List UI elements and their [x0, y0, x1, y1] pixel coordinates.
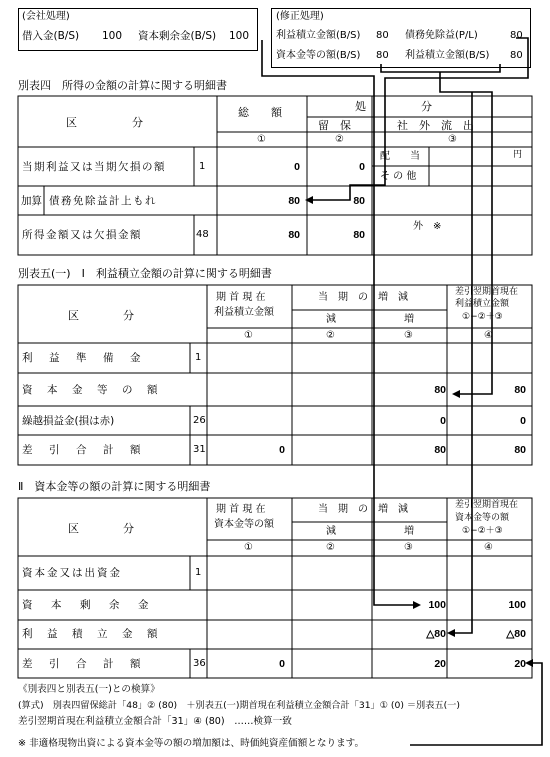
company-box-title: (会社処理)	[22, 11, 70, 22]
company-box-right-label: 資本剰余金(B/S)	[138, 30, 217, 42]
t51-col-gen: 減	[326, 314, 336, 325]
t51-row4-no: 31	[193, 444, 206, 455]
t51-row3-c3: 0	[440, 415, 446, 427]
t4-row1-total: 0	[294, 161, 300, 173]
t4-row2-ryuho: 80	[353, 195, 365, 207]
t52-col-zou: 増	[404, 526, 414, 537]
note-line2: (算式) 別表四留保総計「48」② (80) ＋別表五(一)期首現在利益積立金額合計「31」① (0) ＝別表五(一)	[18, 700, 460, 711]
correction-r1-right-label: 債務免除益(P/L)	[405, 30, 478, 41]
t52-row3-label: 利 益 積 立 金 額	[22, 628, 160, 640]
t4-row3-total: 80	[288, 229, 300, 241]
t52-row4-c4: 20	[514, 658, 526, 670]
t4-row3-no: 48	[196, 229, 209, 240]
t52-circ2: ②	[326, 542, 335, 553]
t4-sonota: そ の 他	[380, 171, 417, 182]
t51-circ1: ①	[244, 330, 253, 341]
table5-1-heading: 別表五(一) Ⅰ 利益積立金額の計算に関する明細書	[18, 267, 272, 280]
t51-row3-label: 繰越損益金(損は赤)	[22, 415, 115, 427]
t4-yen: 円	[513, 150, 523, 160]
t51-row4-c1: 0	[279, 444, 285, 456]
t51-row2-label: 資 本 金 等 の 額	[22, 384, 160, 396]
t52-row1-label: 資本金又は出資金	[22, 567, 122, 579]
t4-col-total: 総 額	[238, 106, 282, 119]
correction-r2-left-label: 資本金等の額(B/S)	[276, 50, 361, 61]
t52-col-zougen: 当 期 の 増 減	[318, 504, 408, 515]
t51-col-kishu-l2: 利益積立金額	[214, 307, 274, 318]
t4-col-ryuho: 留 保	[318, 119, 351, 132]
t52-col-sashihiki-l2: 資本金等の額	[455, 513, 510, 523]
table5-2-heading: Ⅱ 資本金等の額の計算に関する明細書	[18, 480, 211, 493]
t52-circ1: ①	[244, 542, 253, 553]
t51-row2-c4: 80	[514, 384, 526, 396]
correction-r2-right-value: 80	[510, 50, 523, 61]
t4-col-shagai: 社 外 流 出	[397, 119, 474, 132]
t52-col-gen: 減	[326, 526, 336, 537]
t52-row4-c3: 20	[434, 658, 446, 670]
t52-row2-label: 資 本 剰 余 金	[22, 599, 153, 611]
correction-r1-left-label: 利益積立金額(B/S)	[276, 30, 361, 41]
t51-col-kubun: 区 分	[68, 309, 134, 322]
t4-kasan: 加算	[21, 195, 42, 207]
t4-row2-total: 80	[288, 195, 300, 207]
t4-circ2: ②	[335, 134, 344, 145]
t51-circ2: ②	[326, 330, 335, 341]
t52-col-kishu-l2: 資本金等の額	[214, 519, 274, 530]
t4-row1-no: 1	[199, 161, 206, 172]
t51-col-zou: 増	[404, 314, 414, 325]
correction-r1-right-value: 80	[510, 30, 523, 41]
t4-row1-label: 当期利益又は当期欠損の額	[22, 161, 166, 173]
correction-r2-right-label: 利益積立金額(B/S)	[405, 50, 490, 61]
t4-row1-ryuho: 0	[359, 161, 365, 173]
t4-col-shobun: 処 分	[355, 100, 432, 113]
t51-row1-label: 利 益 準 備 金	[22, 352, 144, 364]
t52-circ3: ③	[404, 542, 413, 553]
t52-col-sashihiki-l1: 差引翌期首現在	[455, 500, 519, 510]
t52-row4-no: 36	[193, 658, 206, 669]
t52-circ4: ④	[484, 542, 493, 553]
t4-row2-label: 債務免除益計上もれ	[49, 195, 157, 207]
t52-row2-c3: 100	[428, 599, 446, 611]
t52-row3-c3: △80	[426, 628, 446, 640]
t52-row1-no: 1	[195, 567, 202, 578]
t52-col-kishu-l1: 期 首 現 在	[216, 504, 266, 515]
company-box-left-label: 借入金(B/S)	[22, 30, 80, 42]
t52-row4-c1: 0	[279, 658, 285, 670]
t51-col-sashihiki-l1: 差引翌期首現在	[455, 287, 519, 297]
company-box-left-value: 100	[102, 30, 123, 42]
t51-row2-c3: 80	[434, 384, 446, 396]
t4-col-kubun: 区 分	[66, 116, 143, 129]
note-line1: 《別表四と別表五(一)との検算》	[18, 684, 160, 695]
t51-col-zougen: 当 期 の 増 減	[318, 292, 408, 303]
t51-row4-c3: 80	[434, 444, 446, 456]
t51-row3-c4: 0	[520, 415, 526, 427]
t51-row4-label: 差 引 合 計 額	[22, 444, 144, 456]
t4-haito: 配 当	[380, 151, 420, 162]
table4-heading: 別表四 所得の金額の計算に関する明細書	[18, 79, 227, 92]
note-line4: ※ 非適格現物出資による資本金等の額の増加額は、時価純資産価額となります。	[18, 738, 365, 749]
correction-box-title: (修正処理)	[276, 11, 324, 22]
t52-col-sashihiki-l3: ①−②＋③	[462, 526, 503, 536]
t51-row1-no: 1	[195, 352, 202, 363]
t51-circ4: ④	[484, 330, 493, 341]
note-line3: 差引翌期首現在利益積立金額合計「31」④ (80) ……検算一致	[18, 716, 292, 727]
correction-r1-left-value: 80	[376, 30, 389, 41]
t51-col-kishu-l1: 期 首 現 在	[216, 292, 266, 303]
t4-circ1: ①	[257, 134, 266, 145]
t52-col-kubun: 区 分	[68, 522, 134, 535]
t4-circ3: ③	[448, 134, 457, 145]
t51-col-sashihiki-l2: 利益積立金額	[455, 299, 510, 309]
company-box-right-value: 100	[229, 30, 250, 42]
t4-row3-ryuho: 80	[353, 229, 365, 241]
t51-col-sashihiki-l3: ①−②＋③	[462, 312, 503, 322]
t51-row4-c4: 80	[514, 444, 526, 456]
t51-circ3: ③	[404, 330, 413, 341]
correction-r2-left-value: 80	[376, 50, 389, 61]
t4-gai: 外 ※	[413, 221, 442, 232]
t4-row3-label: 所得金額又は欠損金額	[22, 229, 142, 241]
t51-row3-no: 26	[193, 415, 206, 426]
t52-row4-label: 差 引 合 計 額	[22, 658, 144, 670]
t52-row3-c4: △80	[506, 628, 526, 640]
t52-row2-c4: 100	[508, 599, 526, 611]
